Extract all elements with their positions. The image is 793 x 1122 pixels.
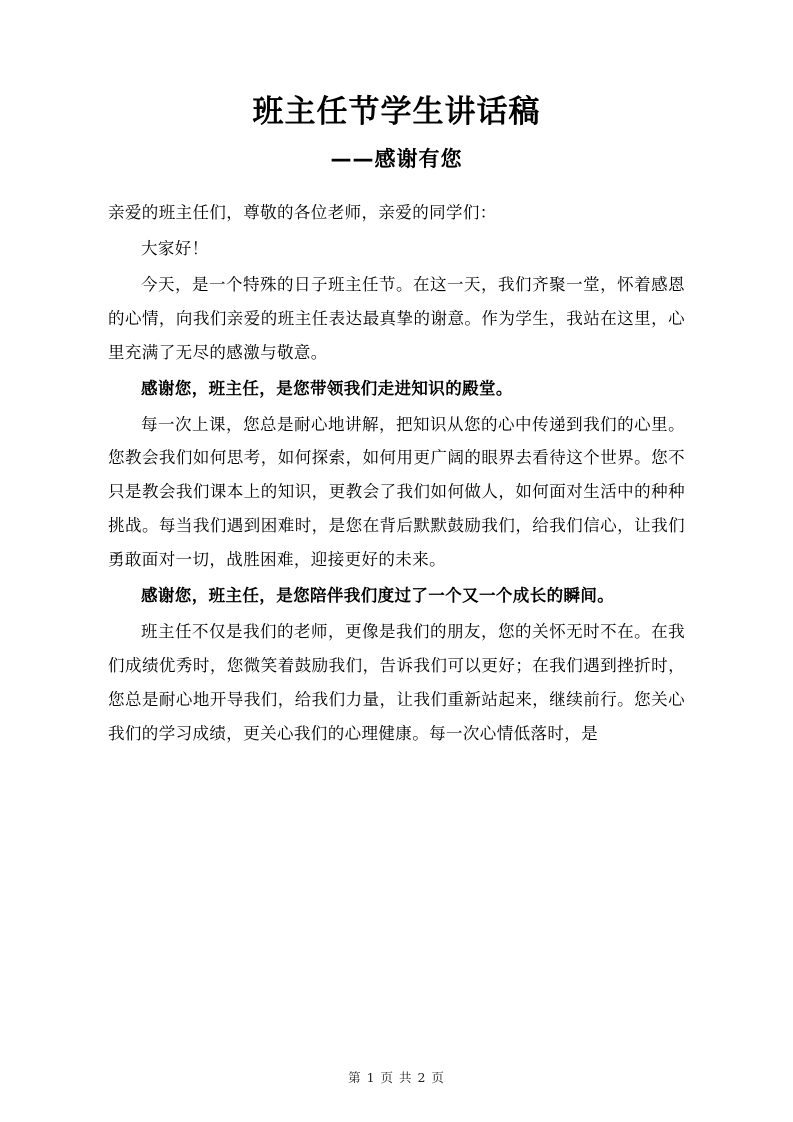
paragraph-body-1: 每一次上课，您总是耐心地讲解，把知识从您的心中传递到我们的心里。您教会我们如何思考，如何探索，如何用更广阔的眼界去看待这个世界。您不只是教会我们课本上的知识，更教会了我们如何做人，如何面对生活中的种种挑战。每当我们遇到困难时，是您在背后默默鼓励我们，给我们信心，让我们勇敢面对一切，战胜困难，迎接更好的未来。	[108, 414, 685, 570]
paragraph-greeting: 大家好！	[141, 238, 209, 258]
paragraph-salutation: 亲爱的班主任们，尊敬的各位老师，亲爱的同学们：	[108, 202, 497, 222]
paragraph-heading-1: 感谢您，班主任，是您带领我们走进知识的殿堂。	[141, 378, 513, 398]
paragraph-opening: 今天，是一个特殊的日子班主任节。在这一天，我们齐聚一堂，怀着感恩的心情，向我们亲爱的班主任表达最真挚的谢意。作为学生，我站在这里，心里充满了无尽的感激与敬意。	[108, 274, 685, 362]
page-title: 班主任节学生讲话稿	[252, 94, 541, 130]
paragraph-heading-2: 感谢您，班主任，是您陪伴我们度过了一个又一个成长的瞬间。	[141, 586, 615, 606]
paragraph-body-2: 班主任不仅是我们的老师，更像是我们的朋友，您的关怀无时不在。在我们成绩优秀时，您微笑着鼓励我们，告诉我们可以更好；在我们遇到挫折时，您总是耐心地开导我们，给我们力量，让我们重新站起来，继续前行。您关心我们的学习成绩，更关心我们的心理健康。每一次心情低落时，是	[108, 622, 685, 744]
page-footer: 第 1 页 共 2 页	[348, 1070, 445, 1085]
page-subtitle: ——感谢有您	[330, 147, 463, 172]
